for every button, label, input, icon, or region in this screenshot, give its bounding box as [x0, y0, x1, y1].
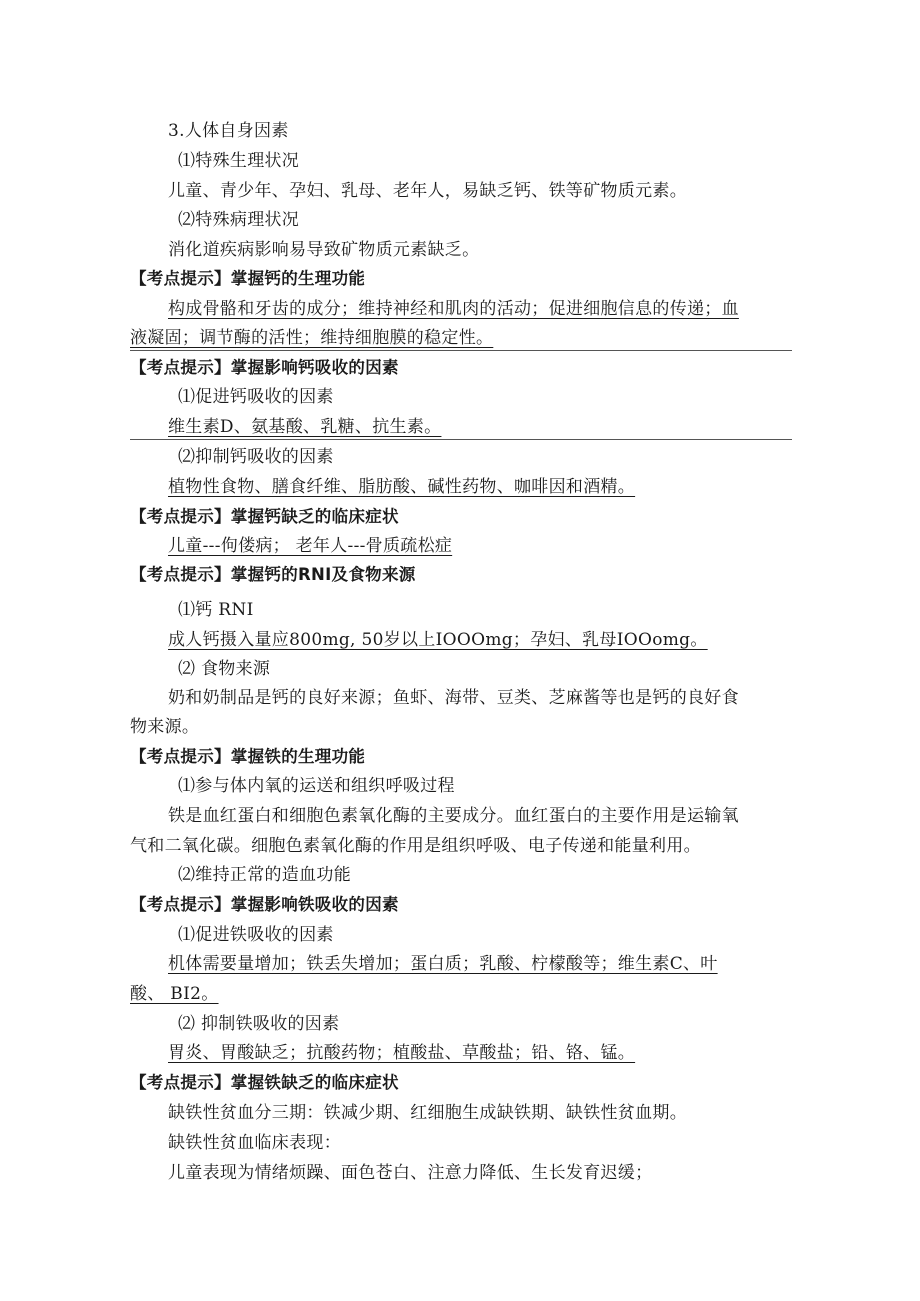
underlined-paragraph: 成人钙摄入量应800mg, 50岁以上IOOOmg；孕妇、乳母IOOomg。 [168, 630, 708, 650]
tip-heading: 【考点提示】掌握铁缺乏的临床症状 [130, 1073, 399, 1092]
subheading: ⑴参与体内氧的运送和组织呼吸过程 [178, 776, 455, 796]
tip-heading: 【考点提示】掌握钙的RNI及食物来源 [130, 565, 416, 584]
paragraph: 缺铁性贫血分三期：铁减少期、红细胞生成缺铁期、缺铁性贫血期。 [168, 1103, 687, 1123]
tip-heading: 【考点提示】掌握影响铁吸收的因素 [130, 895, 399, 914]
subheading: ⑴钙 RNI [178, 600, 254, 620]
subheading: ⑴促进铁吸收的因素 [178, 925, 334, 945]
underlined-paragraph: 构成骨骼和牙齿的成分；维持神经和肌肉的活动；促进细胞信息的传递；血 [168, 299, 739, 319]
tip-heading: 【考点提示】掌握钙的生理功能 [130, 269, 366, 288]
paragraph: 铁是血红蛋白和细胞色素氧化酶的主要成分。血红蛋白的主要作用是运输氧 [168, 806, 739, 826]
subheading: ⑵ 抑制铁吸收的因素 [178, 1014, 340, 1034]
underlined-paragraph: 液凝固；调节酶的活性；维持细胞膜的稳定性。 [130, 328, 494, 348]
underlined-paragraph: 植物性食物、膳食纤维、脂肪酸、碱性药物、咖啡因和酒精。 [168, 477, 636, 497]
underlined-paragraph: 维生素D、氨基酸、乳糖、抗生素。 [168, 417, 442, 437]
underlined-paragraph: 胃炎、胃酸缺乏；抗酸药物；植酸盐、草酸盐；铅、铬、锰。 [168, 1043, 636, 1063]
paragraph: 奶和奶制品是钙的良好来源；鱼虾、海带、豆类、芝麻酱等也是钙的良好食 [168, 688, 739, 708]
paragraph: 缺铁性贫血临床表现： [168, 1133, 341, 1153]
subheading: ⑵ 食物来源 [178, 659, 271, 679]
paragraph: 儿童表现为情绪烦躁、面色苍白、注意力降低、生长发育迟缓； [168, 1163, 653, 1183]
paragraph: 气和二氧化碳。细胞色素氧化酶的作用是组织呼吸、电子传递和能量利用。 [130, 836, 701, 856]
subheading: ⑵抑制钙吸收的因素 [178, 447, 334, 467]
subheading: ⑴特殊生理状况 [178, 151, 300, 171]
tip-heading: 【考点提示】掌握铁的生理功能 [130, 747, 366, 766]
section-heading: 3.人体自身因素 [168, 121, 289, 141]
divider [130, 350, 792, 351]
subheading: ⑵特殊病理状况 [178, 210, 300, 230]
subheading: ⑴促进钙吸收的因素 [178, 387, 334, 407]
paragraph: 儿童、青少年、孕妇、乳母、老年人，易缺乏钙、铁等矿物质元素。 [168, 181, 687, 201]
subheading: ⑵维持正常的造血功能 [178, 865, 351, 885]
underlined-paragraph: 机体需要量增加；铁丢失增加；蛋白质；乳酸、柠檬酸等；维生素C、叶 [168, 954, 718, 974]
underlined-paragraph: 酸、 BI2。 [130, 984, 219, 1004]
paragraph: 消化道疾病影响易导致矿物质元素缺乏。 [168, 240, 480, 260]
paragraph: 物来源。 [130, 717, 200, 737]
divider [130, 439, 792, 440]
underlined-paragraph: 儿童---佝偻病； 老年人---骨质疏松症 [168, 536, 453, 556]
tip-heading: 【考点提示】掌握影响钙吸收的因素 [130, 358, 399, 377]
tip-heading: 【考点提示】掌握钙缺乏的临床症状 [130, 507, 399, 526]
